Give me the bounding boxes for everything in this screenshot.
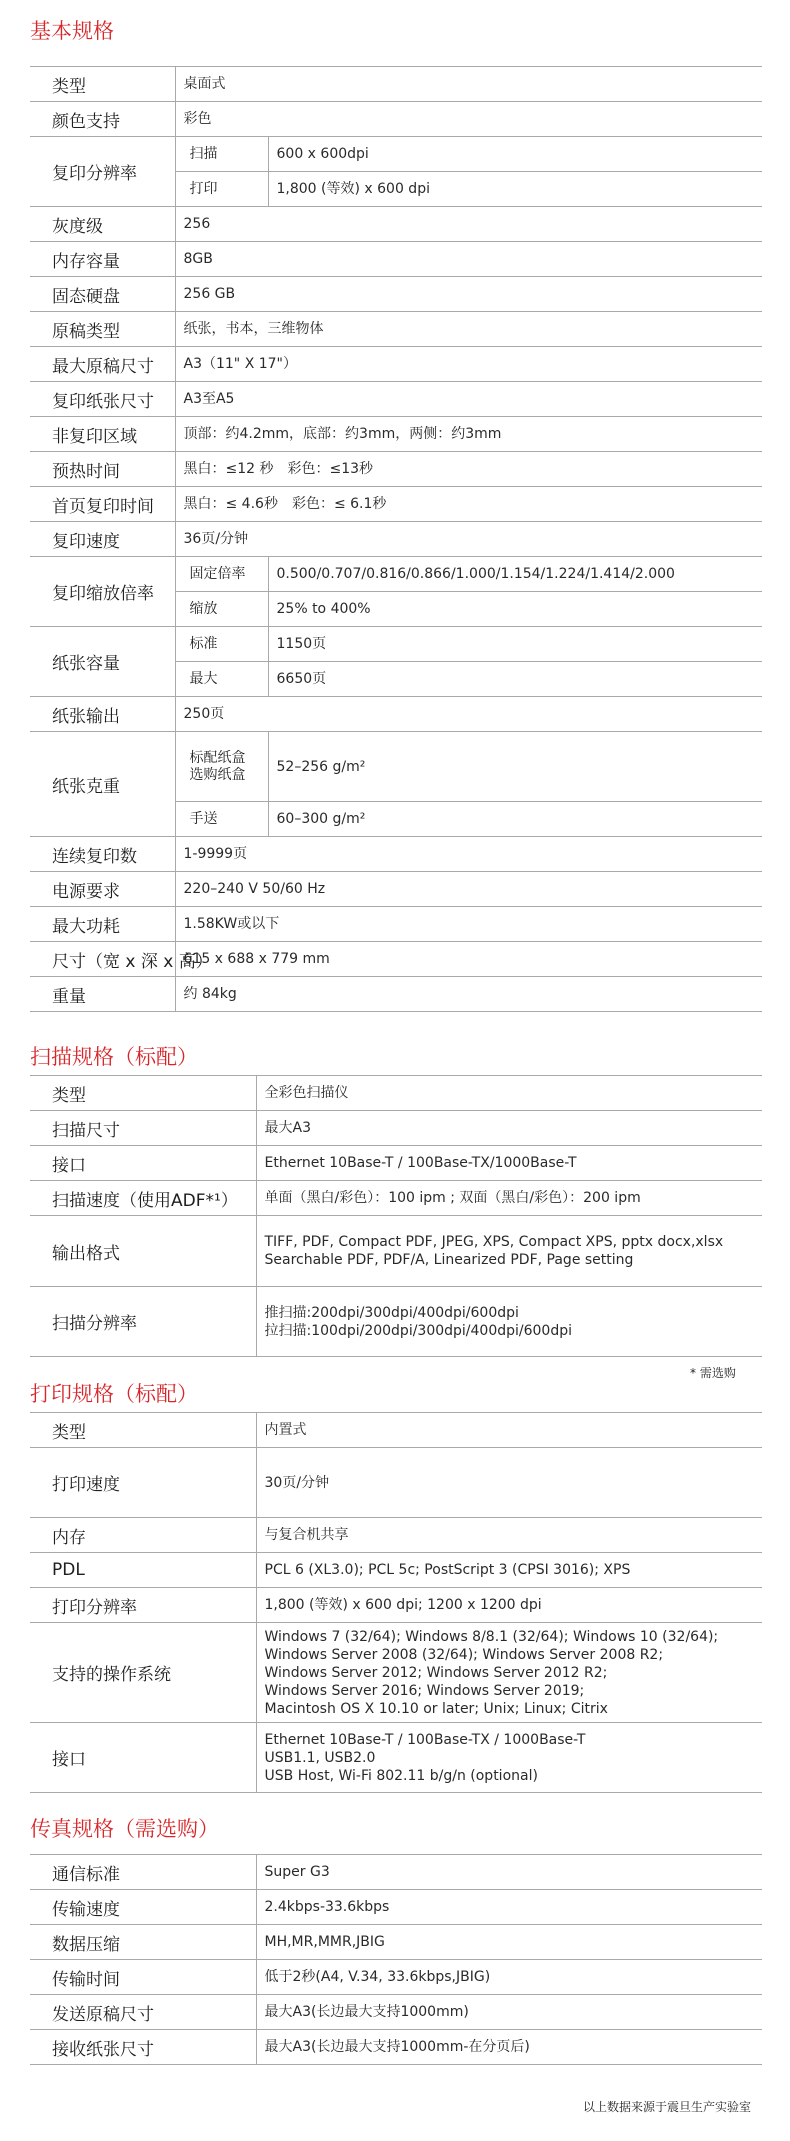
- spec-row: [30, 207, 762, 242]
- spec-label: 扫描速度（使用ADF*¹）: [30, 1181, 256, 1216]
- spec-value: 与复合机共享: [256, 1518, 762, 1553]
- spec-row: [30, 557, 762, 592]
- spec-row: [30, 1855, 762, 1890]
- fax-spec-table: [30, 1854, 762, 2065]
- footer-source-note: 以上数据来源于震旦生产实验室: [583, 2100, 752, 2114]
- spec-label: 最大原稿尺寸: [30, 347, 175, 382]
- spec-value: 30页/分钟: [256, 1448, 762, 1518]
- spec-label: PDL: [30, 1553, 256, 1588]
- spec-label: 纸张克重: [30, 732, 175, 837]
- spec-label: 重量: [30, 977, 175, 1012]
- spec-row: [30, 67, 762, 102]
- spec-row: [30, 837, 762, 872]
- spec-row: [30, 1216, 762, 1287]
- spec-row: [30, 417, 762, 452]
- spec-value: 纸张，书本，三维物体: [175, 312, 762, 347]
- spec-row: [30, 1181, 762, 1216]
- spec-label: 灰度级: [30, 207, 175, 242]
- spec-label: 传输时间: [30, 1960, 256, 1995]
- spec-value: 约 84kg: [175, 977, 762, 1012]
- spec-value: 最大A3(长边最大支持1000mm-在分页后): [256, 2030, 762, 2065]
- spec-row: [30, 1925, 762, 1960]
- spec-label: 打印分辨率: [30, 1588, 256, 1623]
- spec-label: 首页复印时间: [30, 487, 175, 522]
- spec-sub-label: 最大: [175, 662, 268, 697]
- spec-label: 尺寸（宽 x 深 x 高）: [30, 942, 175, 977]
- spec-value: 52–256 g/m²: [268, 732, 762, 802]
- spec-label: 固态硬盘: [30, 277, 175, 312]
- spec-value: 1,800 (等效) x 600 dpi; 1200 x 1200 dpi: [256, 1588, 762, 1623]
- spec-value: Windows 7 (32/64); Windows 8/8.1 (32/64); Windows 10 (32/64); Windows Server 2008 (32/64); Windows Server 2008 R2; Windows Server 2012; Windows Server 2012 R2; Windows Server 2016; Windows Server 2019; Macintosh OS X 10.10 or later; Unix; Linux; Citrix: [256, 1623, 762, 1723]
- spec-value: 黑白：≤12 秒 彩色：≤13秒: [175, 452, 762, 487]
- spec-value: Ethernet 10Base-T / 100Base-TX/1000Base-T: [256, 1146, 762, 1181]
- spec-label: 支持的操作系统: [30, 1623, 256, 1723]
- spec-value: 8GB: [175, 242, 762, 277]
- spec-row: [30, 697, 762, 732]
- spec-value: Super G3: [256, 1855, 762, 1890]
- spec-sub-label: 打印: [175, 172, 268, 207]
- basic-spec-title: 基本规格: [30, 19, 114, 43]
- spec-value: 250页: [175, 697, 762, 732]
- spec-value: 内置式: [256, 1413, 762, 1448]
- spec-value: 黑白：≤ 4.6秒 彩色：≤ 6.1秒: [175, 487, 762, 522]
- spec-sub-label: 扫描: [175, 137, 268, 172]
- spec-value: 1150页: [268, 627, 762, 662]
- spec-label: 预热时间: [30, 452, 175, 487]
- spec-sub-label: 手送: [175, 802, 268, 837]
- spec-value: 615 x 688 x 779 mm: [175, 942, 762, 977]
- spec-row: [30, 242, 762, 277]
- spec-value: 600 x 600dpi: [268, 137, 762, 172]
- spec-row: [30, 452, 762, 487]
- spec-label: 复印分辨率: [30, 137, 175, 207]
- spec-label: 连续复印数: [30, 837, 175, 872]
- spec-label: 输出格式: [30, 1216, 256, 1287]
- spec-row: [30, 1146, 762, 1181]
- spec-sub-label: 固定倍率: [175, 557, 268, 592]
- spec-value: MH,MR,MMR,JBIG: [256, 1925, 762, 1960]
- spec-row: [30, 872, 762, 907]
- spec-label: 类型: [30, 1413, 256, 1448]
- spec-value: A3（11" X 17"）: [175, 347, 762, 382]
- spec-row: [30, 1995, 762, 2030]
- spec-row: [30, 382, 762, 417]
- spec-row: [30, 1553, 762, 1588]
- spec-label: 原稿类型: [30, 312, 175, 347]
- spec-row: [30, 312, 762, 347]
- print-spec-table: [30, 1412, 762, 1793]
- spec-row: [30, 1723, 762, 1793]
- spec-row: [30, 1413, 762, 1448]
- spec-value: 6650页: [268, 662, 762, 697]
- spec-row: [30, 1623, 762, 1723]
- scan-spec-title: 扫描规格（标配）: [30, 1045, 198, 1069]
- spec-value: 0.500/0.707/0.816/0.866/1.000/1.154/1.224/1.414/2.000: [268, 557, 762, 592]
- spec-value: 最大A3(长边最大支持1000mm): [256, 1995, 762, 2030]
- spec-label: 类型: [30, 67, 175, 102]
- scan-footnote: * 需选购: [690, 1366, 736, 1380]
- scan-spec-table: [30, 1075, 762, 1357]
- spec-row: [30, 1518, 762, 1553]
- spec-row: [30, 2030, 762, 2065]
- spec-row: [30, 1960, 762, 1995]
- spec-value: 256 GB: [175, 277, 762, 312]
- spec-label: 接口: [30, 1146, 256, 1181]
- spec-label: 内存容量: [30, 242, 175, 277]
- spec-label: 纸张容量: [30, 627, 175, 697]
- spec-value: A3至A5: [175, 382, 762, 417]
- spec-label: 扫描分辨率: [30, 1287, 256, 1357]
- spec-label: 内存: [30, 1518, 256, 1553]
- spec-row: [30, 1076, 762, 1111]
- spec-row: [30, 1287, 762, 1357]
- spec-value: 36页/分钟: [175, 522, 762, 557]
- spec-label: 电源要求: [30, 872, 175, 907]
- spec-value: PCL 6 (XL3.0); PCL 5c; PostScript 3 (CPSI 3016); XPS: [256, 1553, 762, 1588]
- spec-row: [30, 347, 762, 382]
- spec-label: 传输速度: [30, 1890, 256, 1925]
- spec-label: 数据压缩: [30, 1925, 256, 1960]
- spec-sub-label: 缩放: [175, 592, 268, 627]
- spec-value: 彩色: [175, 102, 762, 137]
- spec-row: [30, 137, 762, 172]
- spec-label: 颜色支持: [30, 102, 175, 137]
- spec-label: 复印缩放倍率: [30, 557, 175, 627]
- fax-spec-title: 传真规格（需选购）: [30, 1817, 219, 1841]
- spec-label: 复印纸张尺寸: [30, 382, 175, 417]
- spec-sub-label: 标准: [175, 627, 268, 662]
- spec-value: 低于2秒(A4, V.34, 33.6kbps,JBIG): [256, 1960, 762, 1995]
- spec-label: 打印速度: [30, 1448, 256, 1518]
- spec-label: 非复印区域: [30, 417, 175, 452]
- spec-value: 推扫描:200dpi/300dpi/400dpi/600dpi 拉扫描:100dpi/200dpi/300dpi/400dpi/600dpi: [256, 1287, 762, 1357]
- spec-label: 通信标准: [30, 1855, 256, 1890]
- spec-label: 扫描尺寸: [30, 1111, 256, 1146]
- spec-value: 60–300 g/m²: [268, 802, 762, 837]
- spec-row: [30, 1448, 762, 1518]
- spec-row: [30, 1588, 762, 1623]
- spec-value: 1-9999页: [175, 837, 762, 872]
- spec-value: 1.58KW或以下: [175, 907, 762, 942]
- spec-row: [30, 487, 762, 522]
- spec-label: 最大功耗: [30, 907, 175, 942]
- spec-row: [30, 277, 762, 312]
- spec-label: 发送原稿尺寸: [30, 1995, 256, 2030]
- spec-label: 接口: [30, 1723, 256, 1793]
- print-spec-title: 打印规格（标配）: [30, 1382, 198, 1406]
- spec-value: 单面（黑白/彩色）：100 ipm ; 双面（黑白/彩色）：200 ipm: [256, 1181, 762, 1216]
- spec-label: 类型: [30, 1076, 256, 1111]
- spec-row: [30, 1111, 762, 1146]
- spec-row: [30, 522, 762, 557]
- spec-value: TIFF, PDF, Compact PDF, JPEG, XPS, Compact XPS, pptx docx,xlsx Searchable PDF, PDF/A, Linearized PDF, Page setting: [256, 1216, 762, 1287]
- spec-row: [30, 732, 762, 802]
- spec-sub-label: 标配纸盒 选购纸盒: [175, 732, 268, 802]
- spec-row: [30, 102, 762, 137]
- spec-value: 256: [175, 207, 762, 242]
- spec-row: [30, 627, 762, 662]
- spec-label: 纸张输出: [30, 697, 175, 732]
- spec-row: [30, 942, 762, 977]
- spec-value: 220–240 V 50/60 Hz: [175, 872, 762, 907]
- spec-row: [30, 1890, 762, 1925]
- spec-label: 复印速度: [30, 522, 175, 557]
- spec-value: 1,800 (等效) x 600 dpi: [268, 172, 762, 207]
- spec-value: 全彩色扫描仪: [256, 1076, 762, 1111]
- spec-value: 2.4kbps-33.6kbps: [256, 1890, 762, 1925]
- spec-row: [30, 907, 762, 942]
- spec-value: Ethernet 10Base-T / 100Base-TX / 1000Base-T USB1.1, USB2.0 USB Host, Wi-Fi 802.11 b/g/n (optional): [256, 1723, 762, 1793]
- spec-value: 桌面式: [175, 67, 762, 102]
- spec-value: 顶部：约4.2mm，底部：约3mm，两侧：约3mm: [175, 417, 762, 452]
- basic-spec-table: [30, 66, 762, 1012]
- spec-value: 25% to 400%: [268, 592, 762, 627]
- spec-label: 接收纸张尺寸: [30, 2030, 256, 2065]
- spec-value: 最大A3: [256, 1111, 762, 1146]
- spec-row: [30, 977, 762, 1012]
